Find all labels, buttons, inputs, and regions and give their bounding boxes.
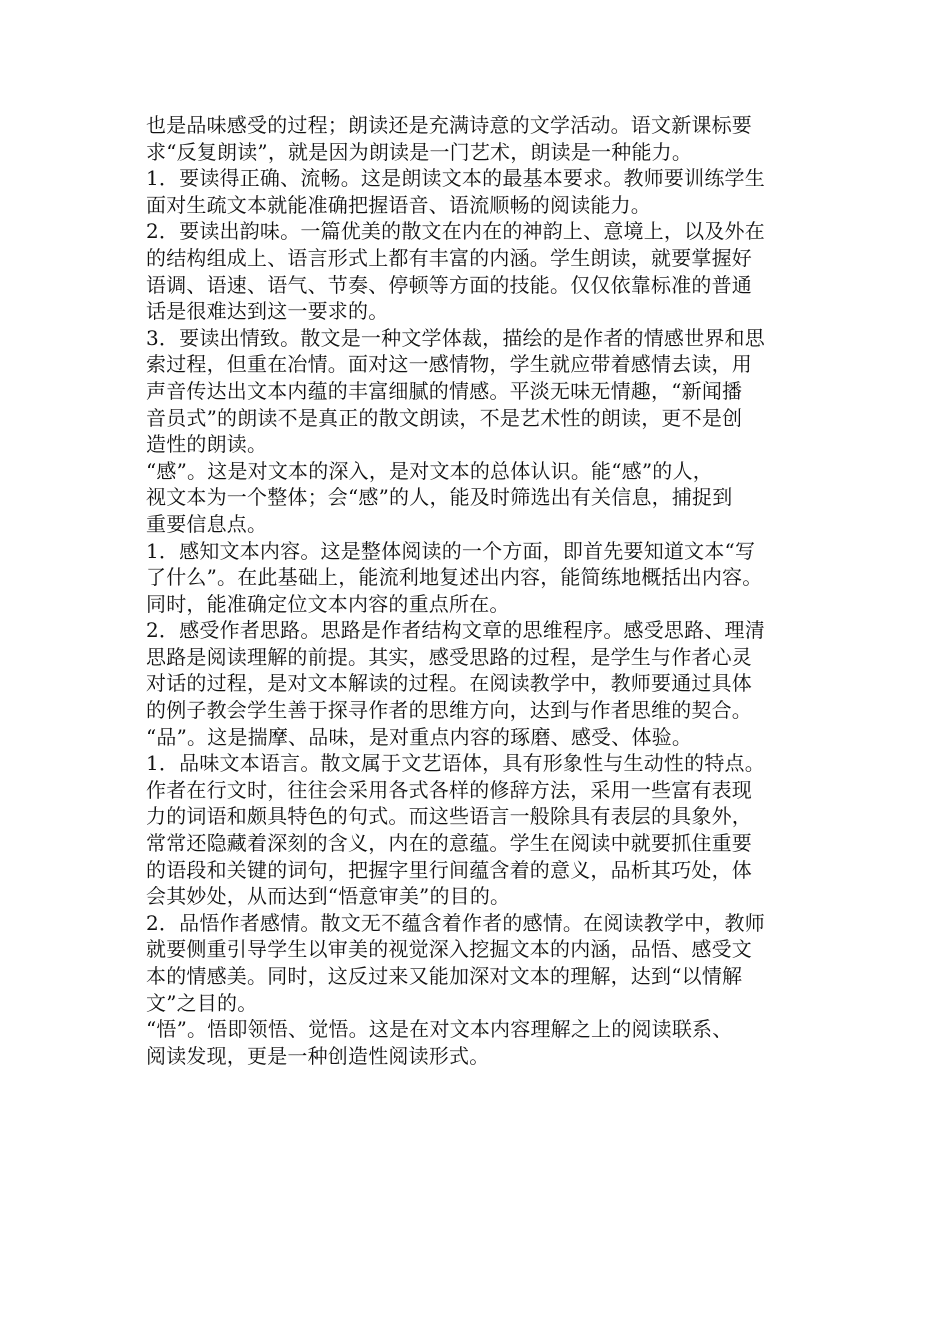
text-line: 面对生疏文本就能准确把握语音、语流顺畅的阅读能力。	[146, 192, 651, 217]
text-line: 常常还隐藏着深刻的含义，内在的意蕴。学生在阅读中就要抓住重要	[146, 831, 752, 856]
text-line: 作者在行文时，往往会采用各式各样的修辞方法，采用一些富有表现	[146, 777, 752, 802]
text-line: 1．感知文本内容。这是整体阅读的一个方面，即首先要知道文本“写	[146, 538, 756, 563]
text-line: 同时，能准确定位文本内容的重点所在。	[146, 591, 510, 616]
text-line: 语调、语速、语气、节奏、停顿等方面的技能。仅仅依靠标准的普通	[146, 272, 752, 297]
text-line: “感”。这是对文本的深入，是对文本的总体认识。能“感”的人，	[146, 458, 713, 483]
text-line: 就要侧重引导学生以审美的视觉深入挖掘文本的内涵，品悟、感受文	[146, 937, 752, 962]
text-line: 索过程，但重在冶情。面对这一感情物，学生就应带着感情去读，用	[146, 352, 752, 377]
text-line: 文”之目的。	[146, 990, 258, 1015]
body-text	[146, 112, 836, 1069]
text-line: 的语段和关键的词句，把握字里行间蕴含着的意义，品析其巧处，体	[146, 857, 752, 882]
text-line: 2．品悟作者感情。散文无不蕴含着作者的感情。在阅读教学中，教师	[146, 910, 765, 935]
text-line: 会其妙处，从而达到“悟意审美”的目的。	[146, 884, 511, 909]
text-line: 对话的过程，是对文本解读的过程。在阅读教学中，教师要通过具体	[146, 671, 752, 696]
text-line: 2．感受作者思路。思路是作者结构文章的思维程序。感受思路、理清	[146, 618, 765, 643]
text-line: “品”。这是揣摩、品味，是对重点内容的琢磨、感受、体验。	[146, 724, 693, 749]
text-line: 声音传达出文本内蕴的丰富细腻的情感。平淡无味无情趣，“新闻播	[146, 378, 743, 403]
text-line: 本的情感美。同时，这反过来又能加深对文本的理解，达到“以情解	[146, 964, 743, 988]
text-line: 3．要读出情致。散文是一种文学体裁，描绘的是作者的情感世界和思	[146, 325, 765, 350]
text-line: 思路是阅读理解的前提。其实，感受思路的过程，是学生与作者心灵	[146, 644, 752, 669]
text-line: 力的词语和颇具特色的句式。而这些语言一般除具有表层的具象外，	[146, 804, 752, 829]
text-line: 1．品味文本语言。散文属于文艺语体，具有形象性与生动性的特点。	[146, 751, 765, 776]
text-line: 1．要读得正确、流畅。这是朗读文本的最基本要求。教师要训练学生	[146, 166, 765, 191]
text-line: 的结构组成上、语言形式上都有丰富的内涵。学生朗读，就要掌握好	[146, 245, 752, 270]
text-line: 的例子教会学生善于探寻作者的思维方向，达到与作者思维的契合。	[146, 698, 752, 723]
text-line: 音员式”的朗读不是真正的散文朗读，不是艺术性的朗读，更不是创	[146, 405, 743, 430]
text-line: 重要信息点。	[146, 511, 268, 536]
text-line: 阅读发现，更是一种创造性阅读形式。	[146, 1043, 490, 1068]
text-line: 视文本为一个整体；会“感”的人，能及时筛选出有关信息，捕捉到	[146, 485, 733, 510]
text-line: 了什么”。在此基础上，能流利地复述出内容，能简练地概括出内容。	[146, 565, 763, 590]
text-line: “悟”。悟即领悟、觉悟。这是在对文本内容理解之上的阅读联系、	[146, 1017, 733, 1042]
text-line: 也是品味感受的过程；朗读还是充满诗意的文学活动。语文新课标要	[146, 113, 752, 137]
text-line: 2．要读出韵味。一篇优美的散文在内在的神韵上、意境上，以及外在	[146, 219, 765, 244]
text-line: 话是很难达到这一要求的。	[146, 299, 389, 324]
text-line: 求“反复朗读”，就是因为朗读是一门艺术，朗读是一种能力。	[146, 139, 693, 164]
text-line: 造性的朗读。	[146, 432, 268, 457]
